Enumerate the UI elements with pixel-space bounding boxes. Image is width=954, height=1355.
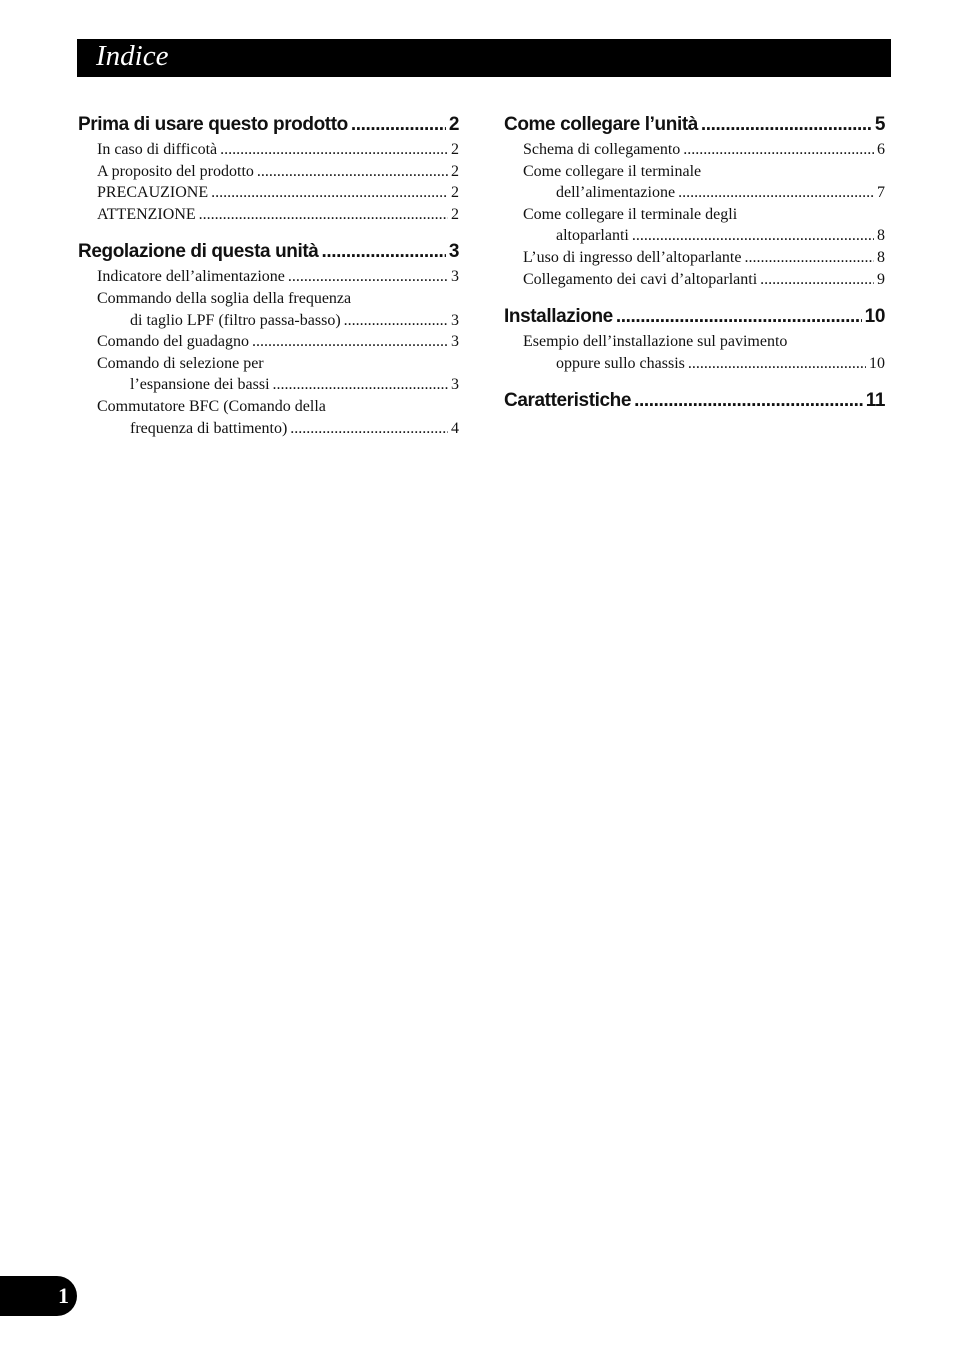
- toc-entry[interactable]: [97, 161, 459, 183]
- toc-entry[interactable]: [523, 182, 885, 204]
- entry-title-line: Commando della soglia della frequenza: [97, 289, 352, 307]
- entry-title-line: Commutatore BFC (Comando della: [97, 397, 326, 415]
- page-number-tab: [0, 1276, 77, 1316]
- toc-section: [504, 112, 885, 290]
- section-page: 2: [448, 114, 459, 135]
- entry-page: 2: [451, 184, 459, 202]
- dot-leader: [678, 182, 874, 204]
- toc-entry-list: [78, 139, 459, 225]
- section-page: 10: [864, 306, 885, 328]
- page-title: Indice: [96, 40, 169, 72]
- dot-leader: [344, 310, 448, 332]
- toc-section-heading[interactable]: [504, 304, 885, 330]
- entry-title: In caso di difficotà: [97, 141, 218, 158]
- section-page: 11: [865, 390, 885, 412]
- entry-page: 3: [451, 268, 459, 286]
- entry-title: ATTENZIONE: [97, 205, 196, 223]
- entry-page: 2: [451, 141, 459, 158]
- toc-section: [78, 239, 459, 439]
- entry-title: Schema di collegamento: [523, 141, 681, 158]
- dot-leader: [321, 239, 445, 265]
- dot-leader: [220, 139, 448, 161]
- entry-title: Collegamento dei cavi d’altoparlanti: [523, 270, 758, 288]
- section-title: Come collegare l’unità: [504, 114, 698, 135]
- section-title: Regolazione di questa unità: [78, 241, 319, 263]
- entry-page: 3: [451, 333, 459, 351]
- entry-page: 2: [451, 205, 459, 223]
- toc-section-heading[interactable]: [78, 239, 459, 265]
- entry-title: l’espansione dei bassi: [130, 376, 270, 394]
- entry-title: frequenza di battimento): [130, 419, 288, 437]
- entry-page: 8: [877, 227, 885, 245]
- entry-title: altoparlanti: [556, 227, 629, 245]
- toc-entry[interactable]: [523, 225, 885, 247]
- title-bar: [77, 39, 891, 77]
- entry-page: 3: [451, 311, 459, 329]
- entry-page: 9: [877, 270, 885, 288]
- entry-page: 3: [451, 376, 459, 394]
- toc-entry-list: [504, 139, 885, 290]
- entry-title-line: Esempio dell’installazione sul pavimento: [523, 333, 788, 351]
- dot-leader: [257, 161, 448, 183]
- entry-title: di taglio LPF (filtro passa-basso): [130, 311, 341, 329]
- entry-title: PRECAUZIONE: [97, 184, 209, 202]
- entry-title: Indicatore dell’alimentazione: [97, 268, 285, 286]
- toc-entry[interactable]: [97, 266, 459, 288]
- dot-leader: [760, 269, 874, 291]
- dot-leader: [701, 112, 872, 138]
- dot-leader: [634, 388, 863, 414]
- toc-entry[interactable]: [97, 204, 459, 226]
- section-page: 5: [874, 114, 885, 135]
- toc-section: [504, 304, 885, 374]
- toc-entry[interactable]: [523, 353, 885, 375]
- toc-section-heading[interactable]: [504, 112, 885, 138]
- toc-right-column: [504, 112, 885, 428]
- entry-title-line: Comando di selezione per: [97, 354, 264, 372]
- toc-left-column: [78, 112, 459, 453]
- toc-entry[interactable]: [97, 374, 459, 396]
- entry-title: L’uso di ingresso dell’altoparlante: [523, 248, 742, 266]
- dot-leader: [688, 353, 866, 375]
- entry-title-line: Come collegare il terminale: [523, 162, 702, 180]
- dot-leader: [288, 266, 448, 288]
- dot-leader: [252, 331, 448, 353]
- dot-leader: [616, 304, 862, 330]
- toc-entry[interactable]: [97, 331, 459, 353]
- toc-entry[interactable]: [523, 269, 885, 291]
- entry-page: 8: [877, 248, 885, 266]
- dot-leader: [632, 225, 874, 247]
- toc-entry[interactable]: [97, 418, 459, 440]
- dot-leader: [744, 247, 874, 269]
- section-page: 3: [448, 241, 459, 263]
- toc-entry[interactable]: [97, 139, 459, 161]
- toc-section-heading[interactable]: [504, 388, 885, 414]
- dot-leader: [683, 139, 874, 161]
- page-number: 1: [58, 1283, 69, 1308]
- entry-title: Comando del guadagno: [97, 333, 249, 351]
- toc-section: [78, 112, 459, 225]
- toc-entry-list: [504, 331, 885, 374]
- toc-entry-list: [78, 266, 459, 439]
- entry-page: 7: [877, 184, 885, 202]
- dot-leader: [199, 204, 448, 226]
- dot-leader: [273, 374, 448, 396]
- toc-entry[interactable]: [523, 247, 885, 269]
- toc-entry[interactable]: [523, 139, 885, 161]
- dot-leader: [211, 182, 448, 204]
- section-title: Prima di usare questo prodotto: [78, 114, 348, 135]
- entry-page: 2: [451, 162, 459, 180]
- toc-entry[interactable]: [97, 182, 459, 204]
- entry-title: oppure sullo chassis: [556, 354, 685, 372]
- dot-leader: [351, 112, 446, 138]
- toc-entry[interactable]: [97, 310, 459, 332]
- entry-page: 6: [877, 141, 885, 158]
- entry-title-line: Come collegare il terminale degli: [523, 205, 738, 223]
- entry-title: dell’alimentazione: [556, 184, 676, 202]
- section-title: Caratteristiche: [504, 390, 632, 412]
- entry-page: 10: [869, 354, 885, 372]
- entry-page: 4: [451, 419, 459, 437]
- dot-leader: [290, 418, 448, 440]
- entry-title: A proposito del prodotto: [97, 162, 254, 180]
- section-title: Installazione: [504, 306, 613, 328]
- toc-section: [504, 388, 885, 414]
- toc-section-heading[interactable]: [78, 112, 459, 138]
